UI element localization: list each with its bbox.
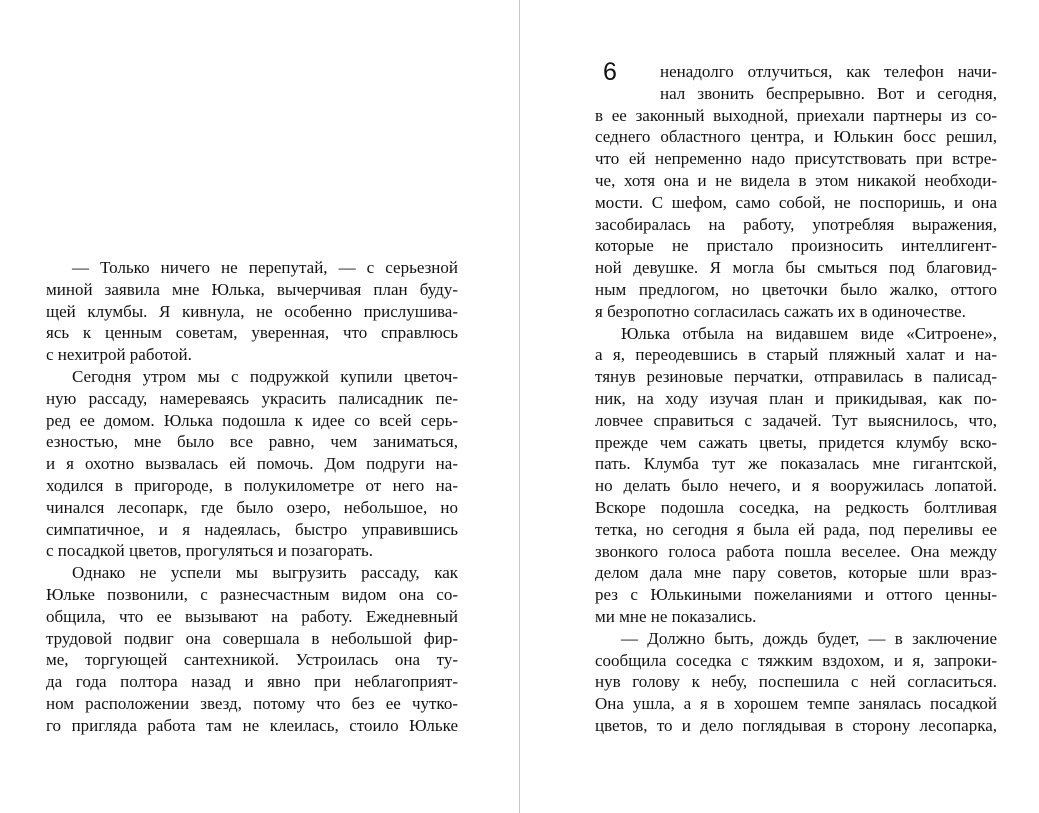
text-line: в ее законный выходной, приехали партнеры из со- [595, 105, 997, 125]
text-line: ным предлогом, но цветочки было жалко, оттого [595, 279, 997, 299]
text-line: с посадкой цветов, прогуляться и позагорать. [46, 541, 374, 561]
text-line: езностью, мне было все равно, чем заниматься, [46, 432, 458, 452]
text-line: но делать было нечего, и я вооружилась лопатой. [595, 476, 997, 496]
text-line: прежде чем сажать цветы, придется клумбу вско- [595, 432, 997, 452]
text-line: тянув резиновые перчатки, отправилась в палисад- [595, 367, 997, 387]
page-left[interactable] [0, 0, 519, 813]
text-line: симпатичное, и я надеялась, быстро управившись [46, 519, 458, 539]
text-line: звонкого голоса работа пошла веселее. Она между [595, 541, 997, 561]
text-line: ник, на ходу изучая план и прикидывая, как по- [595, 388, 997, 408]
text-line: нув голову к небу, поспешила с ней согласиться. [595, 672, 997, 692]
text-line: ненадолго отлучиться, как телефон начи- [660, 62, 997, 81]
text-line: общила, что ее вызывают на работу. Ежедневный [46, 606, 458, 626]
text-line: тетка, но сегодня я была ей рада, под переливы ее [595, 519, 997, 539]
text-line: с нехитрой работой. [46, 345, 192, 365]
text-line: Сегодня утром мы с подружкой купили цветоч- [72, 366, 458, 386]
text-line: — Должно быть, дождь будет, — в заключение [621, 628, 997, 648]
text-line: а я, переодевшись в старый пляжный халат и на- [595, 345, 997, 365]
right-page-text [595, 58, 997, 737]
text-line: я безропотно согласилась сажать их в одиночестве. [595, 301, 966, 321]
text-line: пать. Клумба тут же показалась мне гигантской, [595, 454, 997, 474]
text-line: — Только ничего не перепутай, — с серьезной [72, 258, 458, 277]
text-line: что ей непременно надо присутствовать при встре- [595, 149, 997, 169]
text-line: ходился в пригороде, в полукилометре от него на- [46, 475, 458, 495]
page-number: 6 [603, 58, 617, 86]
text-line: ме, торгующей сантехникой. Устроилась она ту- [46, 650, 458, 670]
text-line: рез с Юлькиными пожеланиями и оттого ценны- [595, 585, 997, 605]
text-line: мости. С шефом, само собой, не поспоришь, и она [595, 192, 997, 212]
text-line: засобиралась на работу, употребляя выражения, [595, 214, 997, 234]
text-line: ми мне не показались. [595, 606, 757, 626]
text-line: Юльке позвонили, с разнесчастным видом она со- [46, 584, 458, 604]
text-line: чинался лесопарк, где было озеро, небольшое, но [46, 497, 458, 517]
text-line: Вскоре подошла соседка, на редкость болтливая [595, 497, 997, 517]
text-line: которые не пристало произносить интеллигент- [595, 236, 997, 256]
text-line: ред ее домом. Юлька подошла к идее со всей серь- [46, 410, 458, 430]
text-line: ловчее справиться с задачей. Тут выяснилось, что, [595, 410, 997, 430]
text-line: ную рассаду, намереваясь украсить палисадник пе- [46, 388, 458, 408]
text-line: цветов, то и дело поглядывая в сторону лесопарка, [595, 715, 997, 735]
text-line: сообщила соседка с тяжким вздохом, и я, запроки- [595, 650, 997, 670]
text-line: трудовой подвиг она совершала в небольшой фир- [46, 628, 458, 648]
text-line: щей клумбы. Я кивнула, не особенно прислушива- [46, 301, 458, 321]
text-line: Она ушла, а я в хорошем темпе занялась посадкой [595, 694, 997, 714]
text-line: и я охотно вызвалась ей помочь. Дом подруги на- [46, 454, 458, 474]
text-line: ясь к ценным советам, уверенная, что справлюсь [46, 323, 458, 343]
text-line: да года полтора назад и явно при неблагоприят- [46, 672, 458, 692]
text-line: седнего областного центра, и Юлькин босс решил, [595, 127, 997, 147]
text-line: че, хотя она и не видела в этом никакой необходи- [595, 170, 997, 190]
text-line: ной девушке. Я могла бы смыться под благовид- [595, 258, 997, 278]
page-right[interactable] [520, 0, 1039, 813]
text-line: го пригляда работа там не клеилась, стоило Юльке [46, 715, 458, 735]
text-line: делом дала мне пару советов, которые шли враз- [595, 563, 997, 583]
text-line: нал звонить беспрерывно. Вот и сегодня, [660, 83, 997, 103]
text-line: ном расположении звезд, потому что без ее чутко- [46, 693, 458, 713]
text-line: миной заявила мне Юлька, вычерчивая план буду- [46, 279, 458, 299]
text-line: Юлька отбыла на видавшем виде «Ситроене», [621, 323, 997, 343]
text-line: Однако не успели мы выгрузить рассаду, как [72, 563, 458, 583]
left-page-text [46, 257, 458, 737]
